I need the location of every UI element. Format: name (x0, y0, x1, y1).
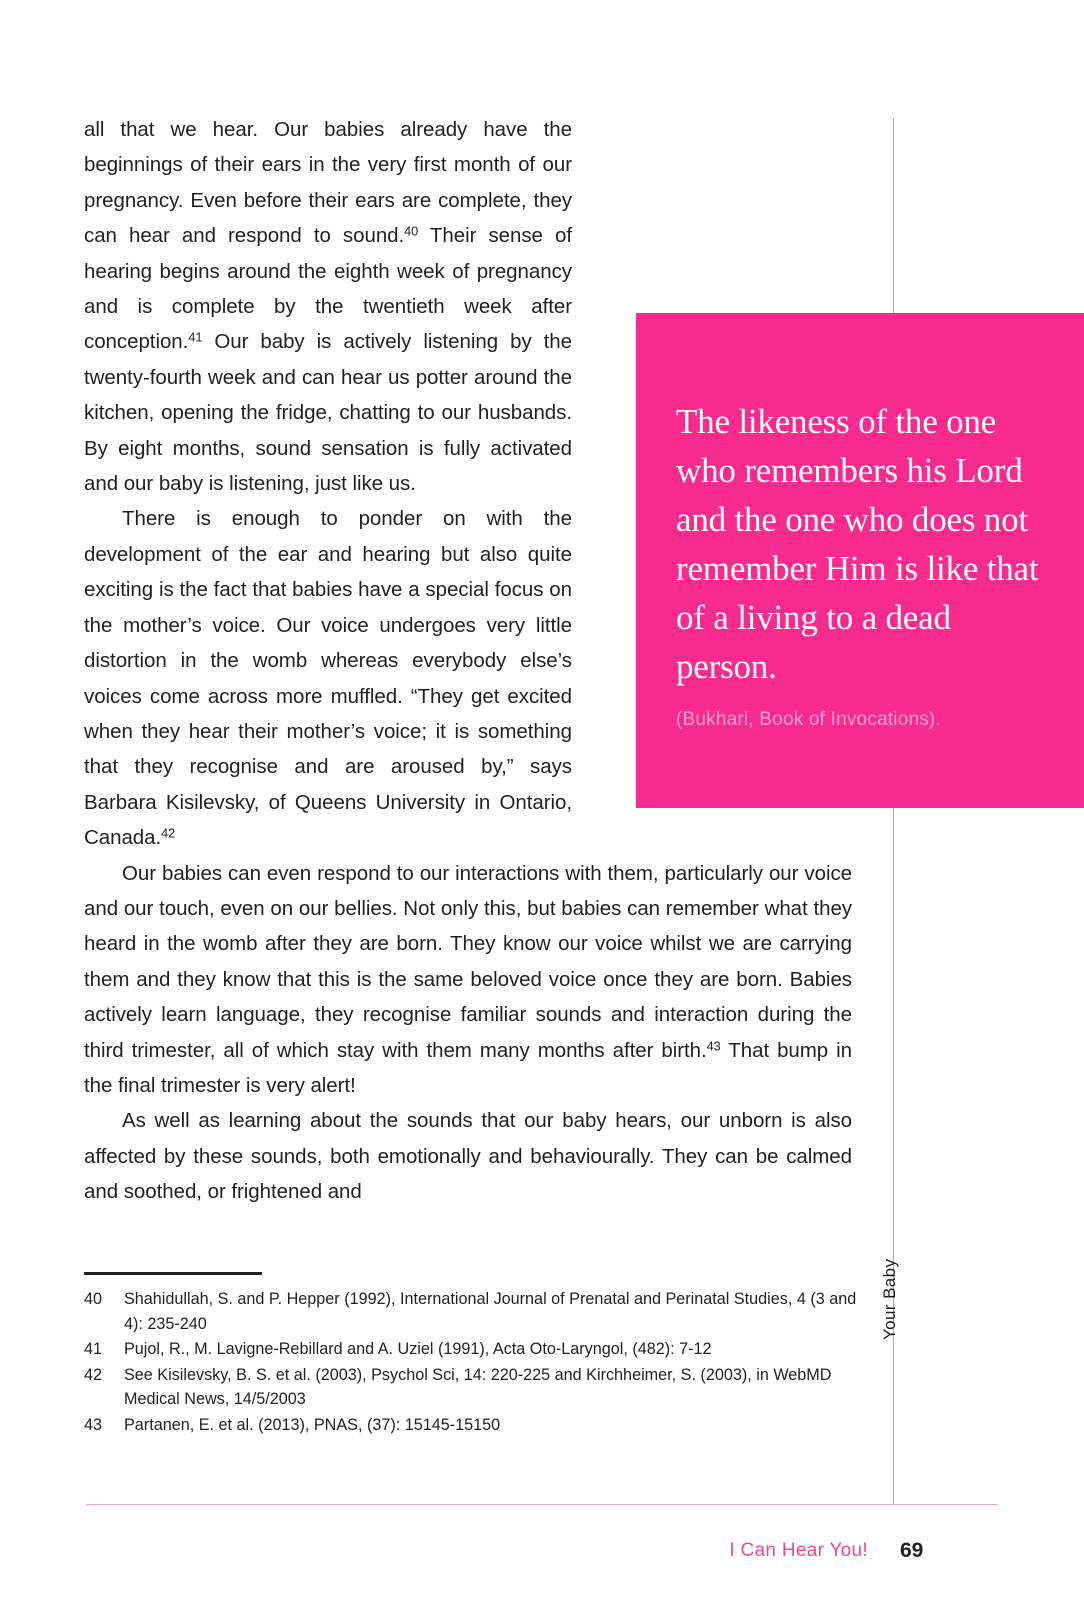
footnotes-section (84, 1272, 874, 1439)
footnote-ref-41[interactable]: 41 (188, 329, 203, 345)
footer-chapter-title: I Can Hear You! (729, 1540, 868, 1561)
paragraph-3-part-2: That bump in the final trimester is very alert! (84, 1038, 852, 1097)
footer-page-number: 69 (900, 1539, 924, 1562)
footnote-number: 40 (84, 1290, 103, 1308)
footnote-ref-40[interactable]: 40 (404, 223, 419, 239)
footnote-text: Pujol, R., M. Lavigne-Rebillard and A. Uziel (1991), Acta Oto-Laryngol, (482): 7-12 (124, 1340, 712, 1359)
footnote-text: See Kisilevsky, B. S. et al. (2003), Psychol Sci, 14: 220-225 and Kirchheimer, S. (2003), in WebMD Medical News, 14/5/2003 (124, 1365, 832, 1409)
paragraph-3 (84, 856, 852, 1104)
footnote-ref-43[interactable]: 43 (706, 1037, 721, 1053)
footnote-item (84, 1287, 874, 1336)
footnote-divider-rule (84, 1272, 262, 1275)
footnote-text: Shahidullah, S. and P. Hepper (1992), International Journal of Prenatal and Perinatal Studies, 4 (3 and 4): 235-240 (124, 1290, 857, 1333)
pull-quote-attribution: (Bukhari, Book of Invocations). (676, 709, 941, 730)
footnote-number: 43 (84, 1415, 103, 1434)
paragraph-3-part-1: Our babies can even respond to our interactions with them, particularly our voice and our touch, even on our bellies. Not only this, but babies can remember what they heard in the womb after they are born. They know our voice whilst we are carrying them and they know that this is the same beloved voice once they are born. Babies actively learn language, they recognise familiar sounds and interaction during the third trimester, all of which stay with them many months after birth. (84, 861, 852, 1062)
paragraph-4 (84, 1103, 852, 1209)
paragraph-1-part-3: Our baby is actively listening by the twenty-fourth week and can hear us potter around the kitchen, opening the fridge, chatting to our husbands. By eight months, sound sensation is fully activated and our baby is listening, just like us. (84, 330, 572, 496)
footer-divider-rule (86, 1504, 998, 1505)
footnote-number: 42 (84, 1365, 103, 1384)
side-running-head: Your Baby (880, 1258, 899, 1340)
pull-quote-text: The likeness of the one who remembers his Lord and the one who does not remember Him is like that of a living to a dead person. (676, 402, 1039, 686)
paragraph-4-part-1: As well as learning about the sounds that our baby hears, our unborn is also affected by these sounds, both emotionally and behaviourally. They can be calmed and soothed, or frightened and (84, 1109, 852, 1204)
body-text-column (84, 112, 852, 1210)
paragraph-1-part-1: all that we hear. Our babies already have the beginnings of their ears in the very first month of our pregnancy. Even before their ears are complete, they can hear and respond to sound. (84, 118, 572, 248)
footnote-number: 41 (84, 1340, 103, 1359)
footnote-ref-42[interactable]: 42 (161, 825, 176, 841)
footnote-item (84, 1413, 874, 1438)
footnote-item (84, 1337, 874, 1362)
paragraph-1-part-2: Their sense of hearing begins around the eighth week of pregnancy and is complete by the twentieth week after conception. (84, 224, 572, 354)
footnote-text: Partanen, E. et al. (2013), PNAS, (37): 15145-15150 (124, 1415, 501, 1434)
quote-wrap-spacer (572, 300, 852, 800)
paragraph-2-part-1: There is enough to ponder on with the development of the ear and hearing but also quite exciting is the fact that babies have a special focus on the mother’s voice. Our voice undergoes very little distortion in the womb whereas everybody else’s voices come across more muffled. “They get excited when they hear their mother’s voice; it is something that they recognise and are aroused by,” says Barbara Kisilevsky, of Queens University in Ontario, Canada. (84, 507, 572, 850)
footnote-item (84, 1363, 874, 1412)
